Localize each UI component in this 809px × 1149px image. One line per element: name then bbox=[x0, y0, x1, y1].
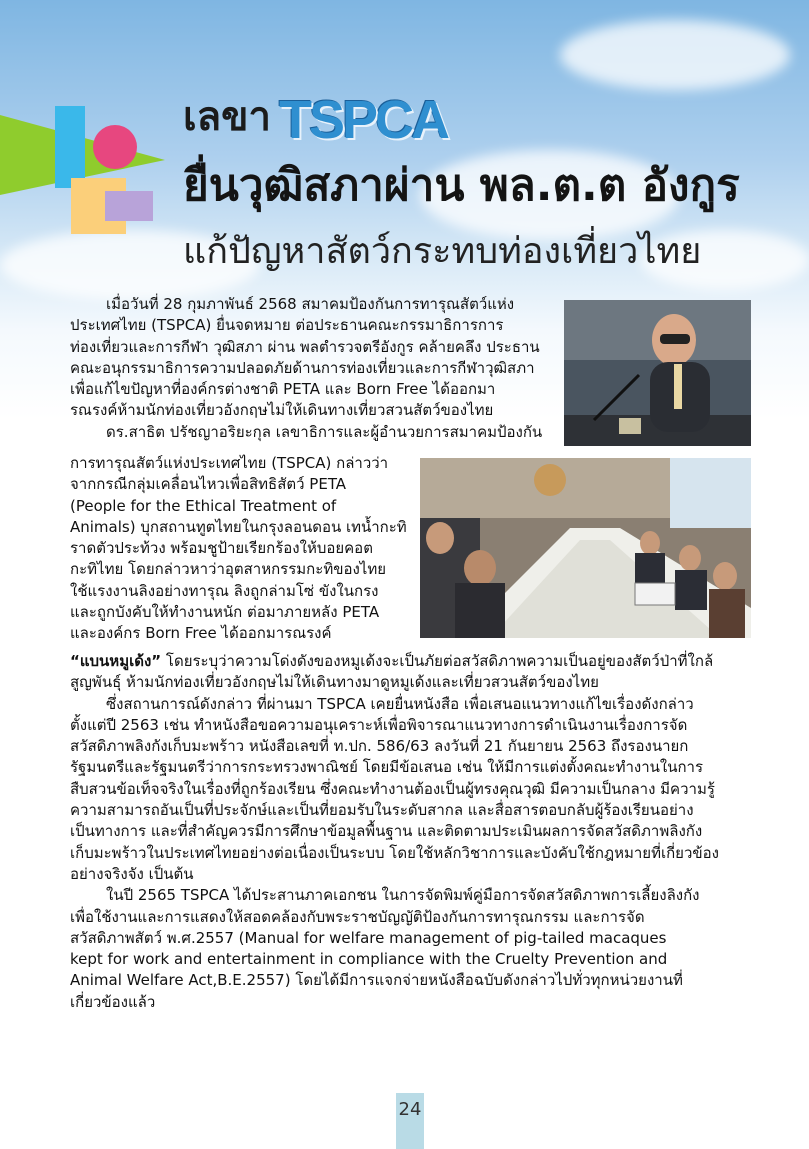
headline-line-2: ยื่นวุฒิสภาผ่าน พล.ต.ต อังกูร bbox=[183, 160, 740, 211]
paragraph-line: Animal Welfare Act,B.E.2557) โดยได้มีการแจกจ่ายหนังสือฉบับดังกล่าวไปทั่วทุกหน่วยงานที่ bbox=[70, 971, 683, 990]
headline-line-1 bbox=[183, 88, 447, 148]
paragraph-line: ท่องเที่ยวและการกีฬา วุฒิสภา ผ่าน พลตำรวจตรีอังกูร คล้ายคลึง ประธาน bbox=[70, 337, 540, 356]
paragraph-line: และองค์กร Born Free ได้ออกมารณรงค์ bbox=[70, 624, 332, 643]
paragraph-line: ตั้งแต่ปี 2563 เช่น ทำหนังสือขอความอนุเคราะห์เพื่อพิจารณาแนวทางการดำเนินงานเรื่องการจัด bbox=[70, 715, 688, 734]
paragraph-line: สวัสดิภาพสัตว์ พ.ศ.2557 (Manual for welfare management of pig-tailed macaques bbox=[70, 928, 667, 947]
paragraph-line: ความสามารถอันเป็นที่ประจักษ์และเป็นที่ยอมรับในระดับสากล และสื่อสารตอบกลับผู้ร้องเรียนอย่าง bbox=[70, 801, 694, 820]
paragraph-line: รัฐมนตรีและรัฐมนตรีว่าการกระทรวงพาณิชย์ โดยมีข้อเสนอ เช่น ให้มีการแต่งตั้งคณะทำงานในการ bbox=[70, 758, 704, 777]
paragraph-line: ราดตัวประท้วง พร้อมชูป้ายเรียกร้องให้บอยคอต bbox=[70, 539, 373, 558]
paragraph-line: สวัสดิภาพลิงกังเก็บมะพร้าว หนังสือเลขที่ ท.ปก. 586/63 ลงวันที่ 21 กันยายน 2563 ถึงรองนายก bbox=[70, 737, 689, 756]
paragraph-line: โดยระบุว่าความโด่งดังของหมูเด้งจะเป็นภัยต่อสวัสดิภาพความเป็นอยู่ของสัตว์ป่าที่ใกล้ bbox=[161, 652, 714, 670]
paragraph-line: ซึ่งสถานการณ์ดังกล่าว ที่ผ่านมา TSPCA เคยยื่นหนังสือ เพื่อเสนอแนวทางแก้ไขเรื่องดังกล่าว bbox=[106, 694, 694, 713]
paragraph-line: ประเทศไทย (TSPCA) ยื่นจดหมาย ต่อประธานคณะกรรมาธิการการ bbox=[70, 316, 504, 335]
paragraph-line: และถูกบังคับให้ทำงานหนัก ต่อมาภายหลัง PETA bbox=[70, 603, 380, 622]
paragraph-line: Animals) บุกสถานทูตไทยในกรุงลอนดอน เทน้ำกะทิ bbox=[70, 517, 407, 536]
paragraph-line: รณรงค์ห้ามนักท่องเที่ยวอังกฤษไม่ให้เดินทางเที่ยวสวนสัตว์ของไทย bbox=[70, 401, 494, 420]
headline-prefix: เลขา bbox=[183, 94, 271, 140]
tspca-logo: TSPCA bbox=[279, 90, 448, 150]
article-paragraph-2 bbox=[70, 453, 415, 645]
paragraph-line: ดร.สาธิต ปรัชญาอริยะกุล เลขาธิการและผู้อำนวยการสมาคมป้องกัน bbox=[106, 422, 543, 441]
paragraph-line: เป็นทางการ และที่สำคัญควรมีการศึกษาข้อมูลพื้นฐาน และติดตามประเมินผลการจัดสวัสดิภาพลิงกัง bbox=[70, 822, 703, 841]
paragraph-line: เพื่อใช้งานและการแสดงให้สอดคล้องกับพระราชบัญญัติป้องกันการทารุณกรรม และการจัด bbox=[70, 907, 645, 926]
paragraph-line: เมื่อวันที่ 28 กุมภาพันธ์ 2568 สมาคมป้องกันการทารุณสัตว์แห่ง bbox=[106, 295, 515, 313]
paragraph-line: เก็บมะพร้าวในประเทศไทยอย่างต่อเนื่องเป็นระบบ โดยใช้หลักวิชาการและบังคับใช้กฎหมายที่เกี่ยวข้อง bbox=[70, 843, 719, 862]
paragraph-line: สืบสวนข้อเท็จจริงในเรื่องที่ถูกร้องเรียน ซึ่งคณะทำงานต้องเป็นผู้ทรงคุณวุฒิ มีความเป็นกลาง มีความรู้ bbox=[70, 779, 715, 798]
paragraph-line: ใช้แรงงานลิงอย่างทารุณ ลิงถูกล่ามโซ่ ขังในกรง bbox=[70, 581, 379, 600]
purple-block-shape bbox=[105, 191, 153, 221]
article-paragraph-1 bbox=[70, 294, 560, 443]
paragraph-line: คณะอนุกรรมาธิการความปลอดภัยด้านการท่องเที่ยวและการกีฬาวุฒิสภา bbox=[70, 358, 535, 377]
paragraph-line: สูญพันธุ์ ห้ามนักท่องเที่ยวอังกฤษไม่ให้เดินทางมาดูหมูเด้งและเที่ยวสวนสัตว์ของไทย bbox=[70, 673, 599, 692]
paragraph-line: เกี่ยวข้องแล้ว bbox=[70, 992, 156, 1011]
page-number: 24 bbox=[396, 1093, 424, 1149]
headline-subtitle: แก้ปัญหาสัตว์กระทบท่องเที่ยวไทย bbox=[183, 231, 702, 272]
paragraph-line: กะทิไทย โดยกล่าวหาว่าอุตสาหกรรมกะทิของไทย bbox=[70, 560, 387, 579]
paragraph-line: kept for work and entertainment in compliance with the Cruelty Prevention and bbox=[70, 950, 668, 969]
paragraph-line: จากกรณีกลุ่มเคลื่อนไหวเพื่อสิทธิสัตว์ PETA bbox=[70, 475, 347, 494]
article-body-full-width bbox=[70, 651, 770, 1013]
campaign-name: “แบนหมูเด้ง” bbox=[70, 652, 162, 670]
paragraph-line: เพื่อแก้ไขปัญหาที่องค์กรต่างชาติ PETA และ Born Free ได้ออกมา bbox=[70, 380, 496, 399]
photo-official-speaking bbox=[564, 300, 751, 446]
paragraph-line: การทารุณสัตว์แห่งประเทศไทย (TSPCA) กล่าวว่า bbox=[70, 454, 389, 472]
photo-meeting-room bbox=[420, 458, 751, 638]
cyan-block-shape bbox=[55, 106, 85, 188]
paragraph-line: (People for the Ethical Treatment of bbox=[70, 496, 337, 515]
pink-dot-shape bbox=[93, 125, 137, 169]
cloud bbox=[560, 20, 790, 90]
paragraph-line: อย่างจริงจัง เป็นต้น bbox=[70, 864, 194, 883]
paragraph-line: ในปี 2565 TSPCA ได้ประสานภาคเอกชน ในการจัดพิมพ์คู่มือการจัดสวัสดิภาพการเลี้ยงลิงกัง bbox=[106, 886, 700, 905]
